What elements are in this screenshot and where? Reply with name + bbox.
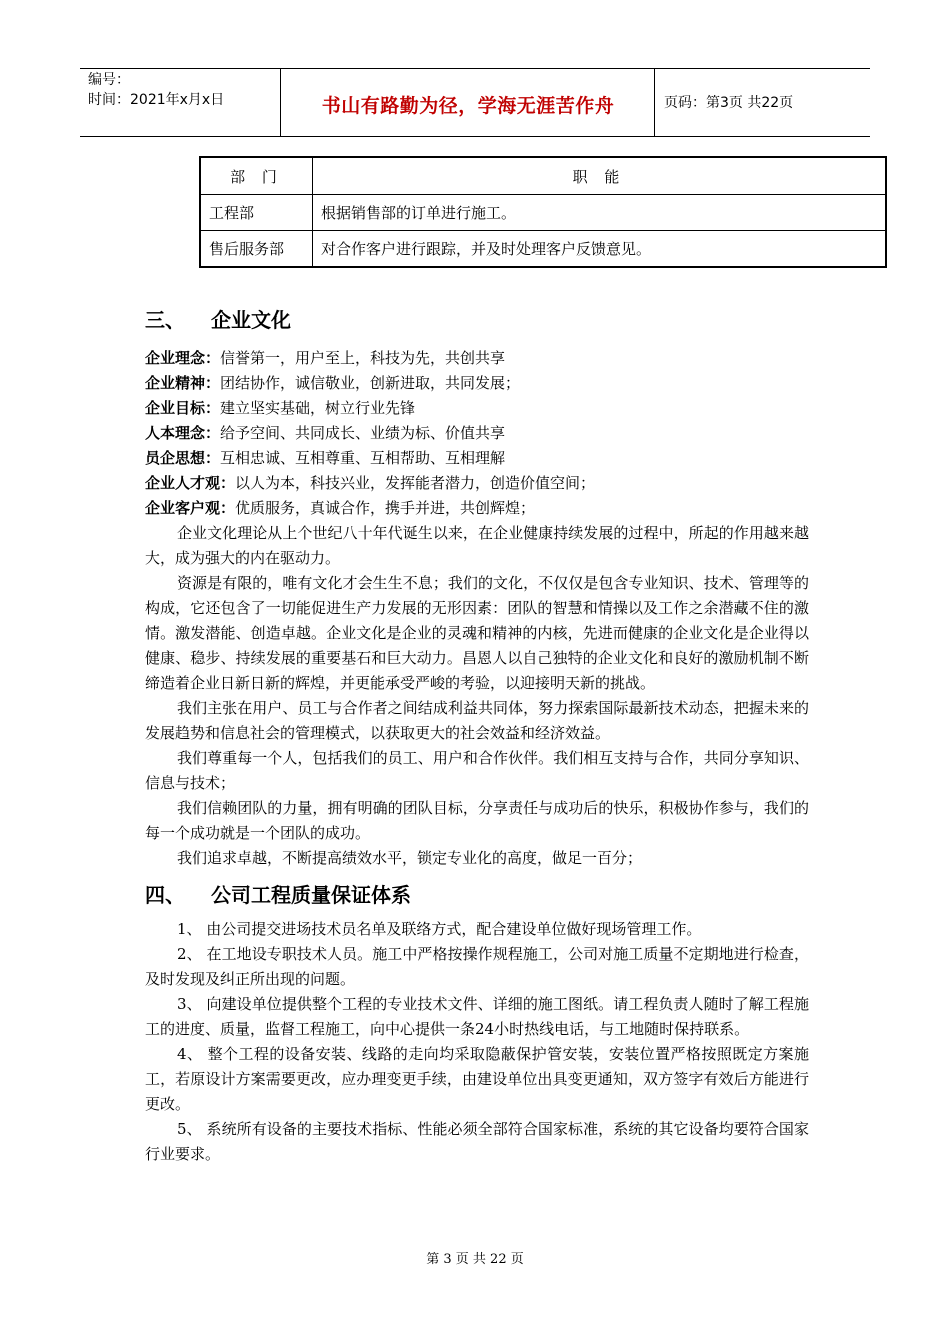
culture-item-text: 以人为本，科技兴业，发挥能者潜力，创造价值空间；	[235, 474, 596, 492]
culture-paragraph: 资源是有限的，唯有文化才会生生不息；我们的文化，不仅仅是包含专业知识、技术、管理等的构成，它还包含了一切能促进生产力发展的无形因素：团队的智慧和情操以及工作之余潜藏不住的激情。激发潜能、创造卓越。企业文化是企业的灵魂和精神的内核，先进而健康的企业文化是企业得以健康、稳步、持续发展的重要基石和巨大动力。昌恩人以自己独特的企业文化和良好的激励机制不断缔造着企业日新日新的辉煌，并更能承受严峻的考验，以迎接明天新的挑战。	[145, 574, 809, 692]
table-row	[200, 231, 886, 268]
quality-item: 3、 向建设单位提供整个工程的专业技术文件、详细的施工图纸。请工程负责人随时了解工程施工的进度、质量，监督工程施工，向中心提供一条24小时热线电话，与工地随时保持联系。	[145, 995, 809, 1038]
culture-item-text: 给予空间、共同成长、业绩为标、价值共享	[220, 424, 506, 442]
culture-item-label: 人本理念：	[145, 424, 221, 442]
culture-item-label: 企业目标：	[145, 399, 221, 417]
table-header-row	[200, 157, 886, 195]
culture-item	[145, 371, 809, 396]
header-bottom-rule	[80, 136, 870, 137]
culture-paragraph: 我们主张在用户、员工与合作者之间结成利益共同体，努力探索国际最新技术动态，把握未来的发展趋势和信息社会的管理模式，以获取更大的社会效益和经济效益。	[145, 699, 809, 742]
table-row	[200, 195, 886, 231]
culture-item	[145, 421, 809, 446]
header-number: 编号：	[88, 72, 130, 88]
section-title: 公司工程质量保证体系	[211, 883, 411, 907]
table-header-dept: 部 门	[200, 157, 313, 195]
page-footer: 第 3 页 共 22 页	[426, 1252, 524, 1267]
section-number: 三、	[145, 308, 185, 332]
culture-paragraph: 我们追求卓越，不断提高绩效水平，锁定专业化的高度，做足一百分；	[177, 849, 643, 867]
culture-item-label: 员企思想：	[145, 449, 221, 467]
section-heading-culture	[145, 300, 809, 340]
header-motto: 书山有路勤为径，学海无涯苦作舟	[321, 95, 615, 117]
culture-paragraph: 我们信赖团队的力量，拥有明确的团队目标，分享责任与成功后的快乐，积极协作参与，我们的每一个成功就是一个团队的成功。	[145, 799, 809, 842]
main-content	[145, 300, 809, 1167]
culture-item	[145, 346, 809, 371]
quality-item: 5、 系统所有设备的主要技术指标、性能必须全部符合国家标准，系统的其它设备均要符合国家行业要求。	[145, 1120, 809, 1163]
culture-item-text: 团结协作，诚信敬业，创新进取，共同发展；	[220, 374, 521, 392]
culture-item-label: 企业客户观：	[145, 499, 236, 517]
section-number: 四、	[145, 883, 185, 907]
culture-item	[145, 396, 809, 421]
culture-item-label: 企业人才观：	[145, 474, 236, 492]
culture-paragraph: 我们尊重每一个人，包括我们的员工、用户和合作伙伴。我们相互支持与合作，共同分享知识、信息与技术；	[145, 749, 809, 792]
header-divider-left	[280, 68, 281, 136]
culture-item-label: 企业理念：	[145, 349, 221, 367]
quality-item: 4、 整个工程的设备安装、线路的走向均采取隐蔽保护管安装，安装位置严格按照既定方案施工，若原设计方案需要更改，应办理变更手续，由建设单位出具变更通知，双方签字有效后方能进行更改。	[145, 1045, 809, 1113]
header-page-info: 页码：第3页 共22页	[664, 95, 794, 111]
department-table	[199, 156, 887, 268]
table-cell-dept: 工程部	[200, 195, 313, 231]
header-top-rule	[80, 68, 870, 69]
culture-item-text: 建立坚实基础，树立行业先锋	[220, 399, 416, 417]
culture-item	[145, 446, 809, 471]
culture-item-label: 企业精神：	[145, 374, 221, 392]
table-header-function: 职 能	[313, 157, 887, 195]
section-heading-quality	[145, 875, 809, 915]
quality-item: 2、 在工地设专职技术人员。施工中严格按操作规程施工，公司对施工质量不定期地进行检查，及时发现及纠正所出现的问题。	[145, 945, 809, 988]
culture-item-text: 互相忠诚、互相尊重、互相帮助、互相理解	[220, 449, 506, 467]
table-cell-function: 根据销售部的订单进行施工。	[313, 195, 887, 231]
table-cell-function: 对合作客户进行跟踪，并及时处理客户反馈意见。	[313, 231, 887, 268]
culture-item-text: 优质服务，真诚合作，携手并进，共创辉煌；	[235, 499, 536, 517]
culture-item-text: 信誉第一，用户至上，科技为先，共创共享	[220, 349, 506, 367]
culture-paragraph: 企业文化理论从上个世纪八十年代诞生以来，在企业健康持续发展的过程中，所起的作用越来越大，成为强大的内在驱动力。	[145, 524, 809, 567]
section-title: 企业文化	[211, 308, 291, 332]
header-date: 时间：2021年x月x日	[88, 92, 225, 108]
quality-item: 1、 由公司提交进场技术员名单及联络方式，配合建设单位做好现场管理工作。	[177, 920, 702, 938]
header-divider-right	[654, 68, 655, 136]
culture-item	[145, 471, 809, 496]
culture-item	[145, 496, 809, 521]
table-cell-dept: 售后服务部	[200, 231, 313, 268]
